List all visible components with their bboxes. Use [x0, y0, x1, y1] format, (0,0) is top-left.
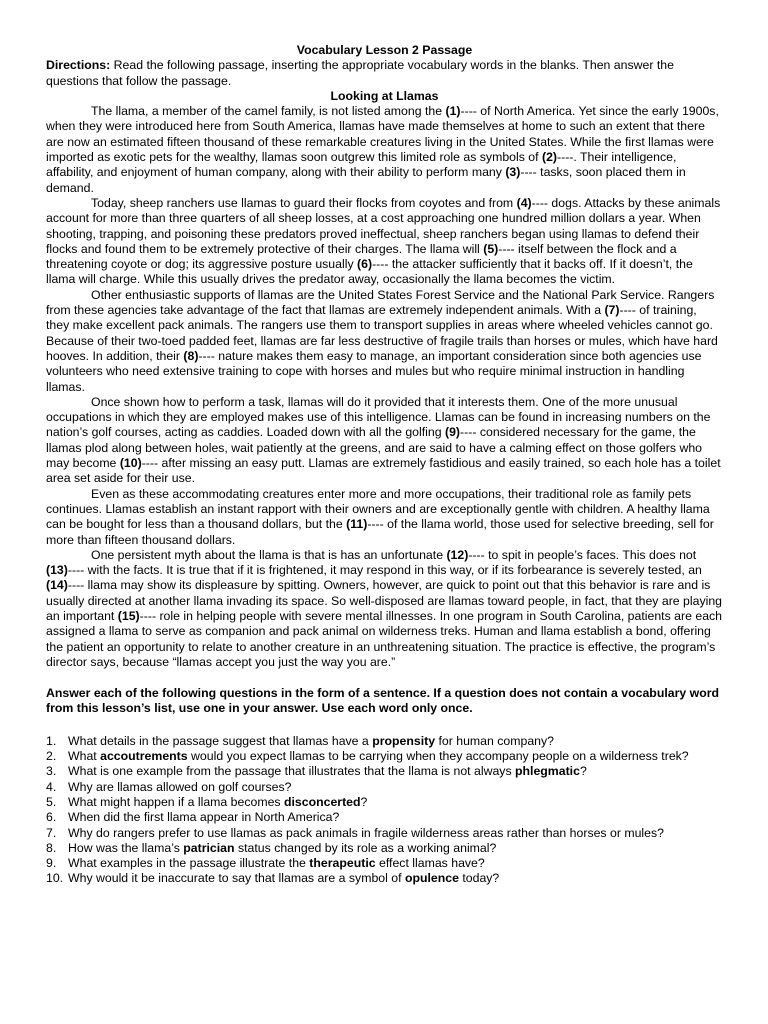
vocabulary-word: patrician [183, 840, 235, 855]
passage-text: ---- of training, they make excellent pack animals. The rangers use them to transport supplies in areas where wheeled vehicles cannot go. Because of their two-toed padded feet, llamas are far less destructive of fragile trails than horses or mules, which have hard hooves. In addition, their [46, 303, 718, 363]
question-item [46, 810, 723, 825]
question-text [68, 734, 554, 749]
question-text-part: What is one example from the passage that illustrates that the llama is not always [68, 764, 516, 779]
question-text-part: Why do rangers prefer to use llamas as pack animals in fragile wilderness areas rather than horses or mules? [68, 825, 664, 840]
vocabulary-word: disconcerted [284, 794, 361, 809]
blank-number: (14) [46, 578, 68, 593]
blank-number: (1) [445, 104, 461, 119]
passage-paragraph [46, 487, 723, 548]
question-item [46, 780, 723, 795]
passage-text: ---- dogs. Attacks by these animals account for more than three quarters of all sheep losses, at a cost approaching one hundred million dollars a year. When shooting, trapping, and poisoning these predators proved ineffectual, sheep ranchers began using llamas to defend their flocks and found them to be extremely protective of their charges. The llama will [46, 195, 721, 256]
question-list [46, 734, 723, 887]
passage-text: ---- the attacker sufficiently that it backs off. If it doesn’t, the llama will charge. While this usually drives the predator away, occasionally the llama becomes the victim. [46, 257, 693, 287]
passage-text: ---- of the llama world, those used for selective breeding, sell for more than fifteen thousand dollars. [46, 517, 714, 547]
question-text-part: Why would it be inaccurate to say that llamas are a symbol of [68, 871, 405, 886]
question-text-part: When did the first llama appear in North America? [68, 810, 340, 825]
question-text [68, 871, 499, 886]
question-item [46, 764, 723, 779]
passage-text: The llama, a member of the camel family, is not listed among the [91, 104, 446, 119]
directions-label: Directions: [46, 58, 111, 73]
blank-number: (15) [117, 608, 140, 623]
question-text-part: today? [458, 871, 500, 886]
question-text [68, 780, 292, 795]
passage [46, 104, 723, 670]
directions-text: Read the following passage, inserting the appropriate vocabulary words in the blanks. Then answer the questions that follow the passage. [46, 58, 674, 88]
vocabulary-word: opulence [404, 871, 459, 886]
question-item [46, 826, 723, 841]
passage-text: Other enthusiastic supports of llamas are the United States Forest Service and the National Park Service. Rangers from these agencies take advantage of the fact that llamas are extremely independent animals. With a [46, 287, 715, 318]
question-text-part: effect llamas have? [375, 856, 485, 871]
question-text-part: What examples in the passage illustrate the [68, 856, 310, 871]
question-number: 6. [46, 810, 57, 825]
blank-number: (10) [119, 456, 142, 471]
question-item [46, 734, 723, 749]
passage-text: ---- itself between the flock and a threatening coyote or dog; its aggressive posture usually [46, 241, 677, 272]
blank-number: (11) [346, 517, 368, 532]
question-item [46, 856, 723, 871]
passage-text: ---- tasks, soon placed them in demand. [46, 165, 686, 195]
passage-text: Today, sheep ranchers use llamas to guard their flocks from coyotes and from [91, 195, 517, 210]
passage-text: One persistent myth about the llama is that is has an unfortunate [91, 547, 447, 562]
question-instructions: Answer each of the following questions in the form of a sentence. If a question does not contain a vocabulary word from this lesson’s list, use one in your answer. Use each word only once. [46, 686, 720, 716]
question-number: 4. [46, 779, 57, 794]
passage-text: ---- with the facts. It is true that if it is frightened, it may respond in this way, or if its forbearance is severely tested, an [67, 563, 702, 578]
question-text-part: for human company? [435, 733, 554, 748]
question-item [46, 749, 723, 764]
blank-number: (5) [483, 241, 499, 256]
blank-number: (2) [541, 150, 557, 165]
question-number: 2. [46, 749, 57, 764]
passage-text: Even as these accommodating creatures enter more and more occupations, their traditional role as family pets continues. Llamas establish an instant rapport with their owners and are exceptionally gentle with children. A healthy llama can be bought for less than a thousand dollars, but the [46, 486, 710, 532]
question-text-part: Why are llamas allowed on golf courses? [68, 779, 292, 794]
question-number: 3. [46, 764, 57, 779]
question-text-part: ? [360, 794, 368, 809]
blank-number: (4) [516, 195, 532, 210]
question-text-part: would you expect llamas to be carrying when they accompany people on a wilderness trek? [187, 749, 689, 764]
question-number: 1. [46, 733, 57, 748]
question-text-part: status changed by its role as a working animal? [234, 840, 497, 855]
passage-paragraph [46, 196, 723, 288]
blank-number: (6) [357, 257, 373, 272]
document-title: Vocabulary Lesson 2 Passage [296, 43, 473, 57]
blank-number: (8) [183, 348, 199, 363]
vocabulary-word: therapeutic [309, 856, 376, 871]
directions [46, 58, 723, 89]
question-text-part: How was the llama’s [68, 840, 184, 855]
passage-text: Once shown how to perform a task, llamas will do it provided that it interests them. One of the more unusual occupations in which they are employed makes use of this intelligence. Llamas can be found in increasing numbers on the nation’s golf courses, acting as caddies. Loaded down with all the golfing [46, 394, 711, 440]
passage-paragraph [46, 395, 723, 487]
question-text [68, 826, 664, 841]
question-text [68, 856, 485, 871]
passage-text: ---- llama may show its displeasure by spitting. Owners, however, are quick to point out that this behavior is rare and is usually directed at another llama invading its space. So well-disposed are llamas toward people, in fact, that they are playing an important [46, 578, 723, 623]
passage-paragraph [46, 288, 723, 395]
question-number: 8. [46, 840, 57, 855]
passage-text: ---- role in helping people with severe mental illnesses. In one program in South Carolina, patients are each assigned a llama to serve as companion and pack animal on wilderness treks. Human and llama establish a bond, offering the patient an opportunity to relate to another creature in an unthreatening situation. The practice is effective, the program’s director says, because “llamas accept you just the way you are.” [46, 608, 723, 669]
blank-number: (12) [446, 547, 469, 562]
passage-text: ---- to spit in people’s faces. This does not [468, 547, 697, 562]
question-text-part: What might happen if a llama becomes [68, 794, 284, 809]
question-text [68, 795, 367, 810]
question-number: 5. [46, 794, 57, 809]
passage-paragraph [46, 548, 723, 670]
blank-number: (13) [46, 563, 68, 578]
question-number: 9. [46, 856, 57, 871]
passage-text: ---- nature makes them easy to manage, an important consideration since both agencies use volunteers who need extensive training to cope with horses and mules but who require minimal instruction in handling llamas. [46, 348, 702, 394]
blank-number: (9) [445, 425, 461, 440]
passage-paragraph [46, 104, 723, 196]
question-number: 7. [46, 825, 57, 840]
question-text-part: What [68, 749, 101, 764]
question-text [68, 841, 496, 856]
question-item [46, 795, 723, 810]
question-item [46, 871, 723, 886]
passage-title: Looking at Llamas [330, 88, 439, 103]
passage-text: ---- considered necessary for the game, the llamas plod along between holes, wait patiently at the greens, and are said to have a calming effect on those golfers who may become [46, 425, 703, 471]
question-text-part: ? [579, 764, 587, 779]
vocabulary-word: accoutrements [100, 749, 188, 764]
passage-text: ---- of North America. Yet since the early 1900s, when they were introduced here from South America, llamas have made themselves at home to such an extent that there are now an estimated fifteen thousand of these remarkable creatures living in the United States. While the first llamas were imported as exotic pets for the wealthy, llamas soon outgrew this limited role as symbols of [46, 104, 719, 165]
vocabulary-word: phlegmatic [515, 764, 580, 779]
passage-text: ----. Their intelligence, affability, and enjoyment of human company, along with their ability to perform many [46, 150, 677, 180]
vocabulary-word: propensity [372, 733, 436, 748]
question-text [68, 764, 587, 779]
question-text-part: What details in the passage suggest that llamas have a [68, 733, 373, 748]
blank-number: (3) [505, 165, 521, 180]
blank-number: (7) [604, 303, 620, 318]
passage-text: ---- after missing an easy putt. Llamas are extremely fastidious and easily trained, so each hole has a toilet area set aside for their use. [46, 456, 721, 486]
question-number: 10. [46, 871, 64, 886]
question-text [68, 810, 339, 825]
question-item [46, 841, 723, 856]
question-text [68, 749, 689, 764]
